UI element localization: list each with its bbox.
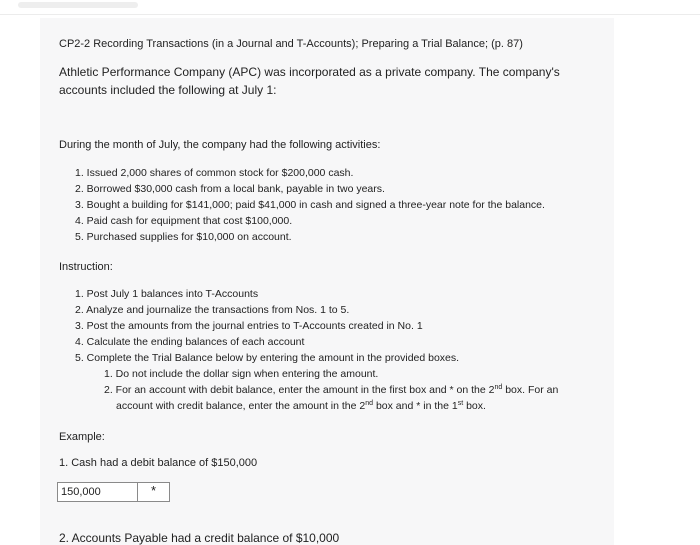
superscript: nd <box>365 400 374 407</box>
instruction-steps <box>75 286 459 366</box>
intro-paragraph: Athletic Performance Company (APC) was incorporated as a private company. The company's accounts included the following at July 1: <box>59 65 560 97</box>
top-bar <box>0 0 700 15</box>
instruction-label: Instruction: <box>59 261 113 273</box>
substep-text: box and * in the 1 <box>373 400 458 412</box>
list-item: 5. Complete the Trial Balance below by entering the amount in the provided boxes. <box>75 352 460 364</box>
superscript: st <box>457 400 464 407</box>
top-bar-placeholder <box>18 2 138 8</box>
list-item: 1. Do not include the dollar sign when entering the amount. <box>104 368 379 380</box>
problem-title: CP2-2 Recording Transactions (in a Journal and T-Accounts); Preparing a Trial Balance; (p. 87) <box>59 38 523 50</box>
list-item: 1. Post July 1 balances into T-Accounts <box>75 288 259 300</box>
superscript: nd <box>494 384 503 391</box>
list-item: 4. Calculate the ending balances of each account <box>75 336 305 348</box>
credit-amount-box[interactable]: * <box>138 482 170 502</box>
list-item <box>104 382 558 398</box>
instruction-substeps <box>104 366 558 414</box>
list-item: 2. Analyze and journalize the transactions from Nos. 1 to 5. <box>75 304 350 316</box>
list-item <box>104 398 558 414</box>
example-1-text: 1. Cash had a debit balance of $150,000 <box>59 457 258 469</box>
list-item: 2. Borrowed $30,000 cash from a local bank, payable in two years. <box>75 183 385 195</box>
substep-text: account with credit balance, enter the amount in the 2 <box>116 400 366 412</box>
example-label: Example: <box>59 431 105 443</box>
list-item: 4. Paid cash for equipment that cost $100,000. <box>75 215 293 227</box>
substep-text: 2. For an account with debit balance, enter the amount in the first box and * on the 2 <box>104 384 495 396</box>
debit-amount-box[interactable]: 150,000 <box>57 482 138 502</box>
list-item: 1. Issued 2,000 shares of common stock for $200,000 cash. <box>75 167 354 179</box>
example-2-text: 2. Accounts Payable had a credit balance of $10,000 <box>59 531 340 545</box>
activities-list <box>75 165 545 245</box>
activities-intro: During the month of July, the company had the following activities: <box>59 139 381 151</box>
example-answer-boxes <box>57 482 170 502</box>
substep-text: box. <box>463 400 486 412</box>
substep-text: box. For an <box>502 384 559 396</box>
list-item: 3. Bought a building for $141,000; paid $41,000 in cash and signed a three-year note for the balance. <box>75 199 545 211</box>
list-item: 5. Purchased supplies for $10,000 on account. <box>75 231 292 243</box>
list-item: 3. Post the amounts from the journal entries to T-Accounts created in No. 1 <box>75 320 423 332</box>
